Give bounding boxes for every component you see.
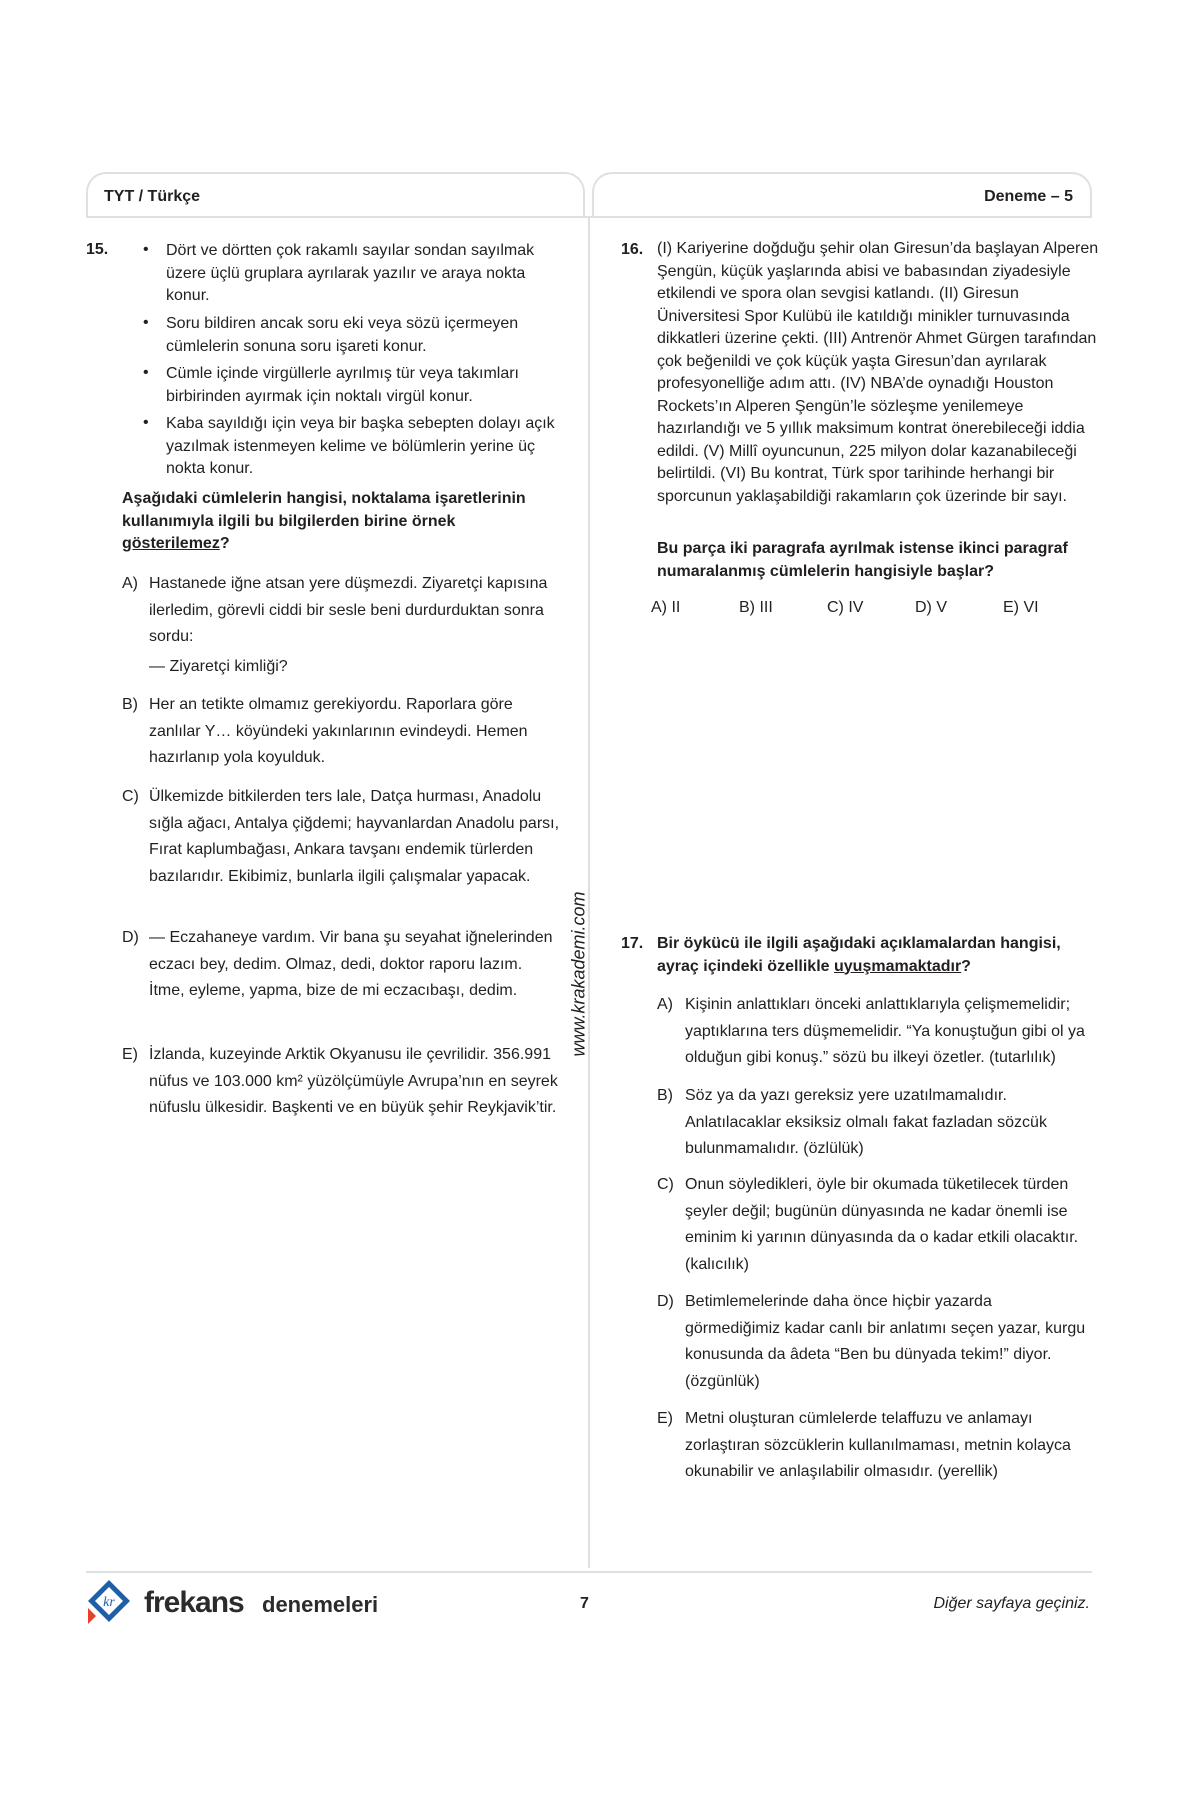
q15-option-e-text[interactable]: İzlanda, kuzeyinde Arktik Okyanusu ile çevrilidir. 356.991 nüfus ve 103.000 km² yüzölçümüyle Avrupa’nın en seyrek nüfuslu ülkesidir. Başkenti ve en büyük şehir Reykjavik’tir.: [149, 1046, 558, 1116]
q15-option-c-text[interactable]: Ülkemizde bitkilerden ters lale, Datça hurması, Anadolu sığla ağacı, Antalya çiğdemi; hayvanlardan Anadolu parsı, Fırat kaplumbağası, Ankara tavşanı endemik türlerden bazılarıdır. Ekibimiz, bunlarla ilgili çalışmalar yapacak.: [149, 788, 560, 885]
q15-option-b-text[interactable]: Her an tetikte olmamız gerekiyordu. Raporlara göre zanlılar Y… köyündeki yakınlarının evindeydi. Hemen hazırlanıp yola koyulduk.: [149, 696, 528, 766]
q17-option-b-label[interactable]: B): [657, 1087, 673, 1104]
footer-divider: [86, 1571, 1092, 1573]
q17-option-e-text[interactable]: Metni oluşturan cümlelerde telaffuzu ve anlamayı zorlaştıran sözcüklerin kullanılmaması, metnin kolayca okunabilir ve anlaşılabilir olmasıdır. (yerellik): [685, 1410, 1071, 1480]
q15-option-c-label[interactable]: C): [122, 788, 139, 805]
q15-option-b-label[interactable]: B): [122, 696, 138, 713]
q15-option-d-label[interactable]: D): [122, 929, 139, 946]
logo-diamond-icon: [86, 1578, 132, 1628]
q16-passage: (I) Kariyerine doğduğu şehir olan Giresun’da başlayan Alperen Şengün, küçük yaşlarında abisi ve babasından ziyadesiyle etkilendi ve spora olan sevgisi katlandı. (II) Giresun Üniversitesi Spor Kulübü ile katıldığı minikler turnuvasında dikkatleri üzerine çekti. (III) Antrenör Ahmet Gürgen tarafından çok beğenildi ve çok küçük yaşta Giresun’dan ayrılarak profesyonelliğe adım attı. (IV) NBA’de oynadığı Houston Rockets’ın Alperen Şengün’le sözleşme yenilemeye hazırlandığı ve 5 yıllık maksimum kontrat önerebileceği iddia edildi. (V) Millî oyuncunun, 225 milyon dolar kazanabileceği belirtildi. (VI) Bu kontrat, Türk spor tarihinde herhangi bir sporcunun yaklaşabildiği rakamların çok üzerinde bir sayı.: [657, 240, 1099, 505]
q17-question-emphasis: uyuşmamaktadır: [834, 957, 962, 975]
q16-question: Bu parça iki paragrafa ayrılmak istense ikinci paragraf numaralanmış cümlelerin hangisiyle başlar?: [657, 540, 1068, 580]
q15-option-a-dialogue: — Ziyaretçi kimliği?: [149, 658, 288, 675]
bullet-icon: •: [143, 241, 149, 258]
question-16-number: 16.: [621, 241, 644, 258]
q17-option-d-text[interactable]: Betimlemelerinde daha önce hiçbir yazarda görmediğimiz kadar canlı bir anlatımı seçen yazar, kurgu konusunda da âdeta “Ben bu dünyada tekim!” diyor. (özgünlük): [685, 1293, 1086, 1390]
q17-option-c-text[interactable]: Onun söyledikleri, öyle bir okumada tüketilecek türden şeyler değil; bugünün dünyasında ne kadar önemli ise eminim ki yarının dünyasında da o kadar etkili olacaktır. (kalıcılık): [685, 1176, 1079, 1273]
q17-question: Bir öykücü ile ilgili aşağıdaki açıklamalardan hangisi, ayraç içindeki özellikle uyuşmamaktadır?: [657, 935, 1061, 975]
question-15-number: 15.: [86, 241, 109, 258]
page-number: 7: [580, 1595, 589, 1612]
q15-option-a-text[interactable]: Hastanede iğne atsan yere düşmezdi. Ziyaretçi kapısına ilerledim, görevli ciddi bir sesle beni durdurduktan sonra sordu:: [149, 575, 548, 645]
q17-option-c-label[interactable]: C): [657, 1176, 674, 1193]
q16-option-b[interactable]: B) III: [739, 599, 773, 616]
q15-question: Aşağıdaki cümlelerin hangisi, noktalama işaretlerinin kullanımıyla ilgili bu bilgilerden birine örnek gösterilemez?: [122, 490, 526, 552]
q17-option-b-text[interactable]: Söz ya da yazı gereksiz yere uzatılmamalıdır. Anlatılacaklar eksiksiz olmalı fakat fazladan sözcük bulunmamalıdır. (özlülük): [685, 1087, 1047, 1157]
q16-option-a[interactable]: A) II: [651, 599, 681, 616]
logo-mark-text: kr: [103, 1595, 115, 1610]
logo-wordmark: frekans: [144, 1586, 244, 1619]
q17-option-e-label[interactable]: E): [657, 1410, 673, 1427]
q15-bullet-4: Kaba sayıldığı için veya bir başka sebepten dolayı açık yazılmak istenmeyen kelime ve bölümlerin yerine üç nokta konur.: [166, 415, 555, 477]
question-17-number: 17.: [621, 935, 644, 952]
bullet-icon: •: [143, 314, 149, 331]
q15-option-e-label[interactable]: E): [122, 1046, 138, 1063]
q17-option-a-label[interactable]: A): [657, 996, 673, 1013]
q17-option-d-label[interactable]: D): [657, 1293, 674, 1310]
subject-title: TYT / Türkçe: [104, 188, 201, 205]
q15-bullet-1: Dört ve dörtten çok rakamlı sayılar sondan sayılmak üzere üçlü gruplara ayrılarak yazılır ve araya nokta konur.: [166, 242, 535, 304]
q15-option-d-text[interactable]: — Eczahaneye vardım. Vir bana şu seyahat iğnelerinden eczacı bey, dedim. Olmaz, dedi, doktor raporu lazım. İtme, eyleme, yapma, bize de mi eczacıbaşı, dedim.: [149, 929, 553, 999]
q15-question-emphasis: gösterilemez: [122, 535, 220, 552]
q16-option-d[interactable]: D) V: [915, 599, 947, 616]
next-page-note: Diğer sayfaya geçiniz.: [933, 1595, 1090, 1612]
q16-option-c[interactable]: C) IV: [827, 599, 864, 616]
exam-title: Deneme – 5: [984, 188, 1073, 205]
publisher-logo: [86, 1578, 386, 1634]
watermark-url: www.krakademi.com: [568, 891, 589, 1057]
q16-option-e[interactable]: E) VI: [1003, 599, 1039, 616]
bullet-icon: •: [143, 364, 149, 381]
q15-bullet-3: Cümle içinde virgüllerle ayrılmış tür veya takımları birbirinden ayırmak için noktalı virgül konur.: [166, 365, 519, 405]
q16-options: [651, 599, 1091, 617]
q17-option-a-text[interactable]: Kişinin anlattıkları önceki anlattıklarıyla çelişmemelidir; yaptıklarına ters düşmemelidir. “Ya konuştuğun gibi ol ya olduğun gibi konuş.” sözü bu ilkeyi özetler. (tutarlılık): [685, 996, 1085, 1066]
logo-subtitle: denemeleri: [262, 1592, 379, 1617]
q15-bullet-2: Soru bildiren ancak soru eki veya sözü içermeyen cümlelerin sonuna soru işareti konur.: [166, 315, 519, 355]
bullet-icon: •: [143, 414, 149, 431]
q15-option-a-label[interactable]: A): [122, 575, 138, 592]
